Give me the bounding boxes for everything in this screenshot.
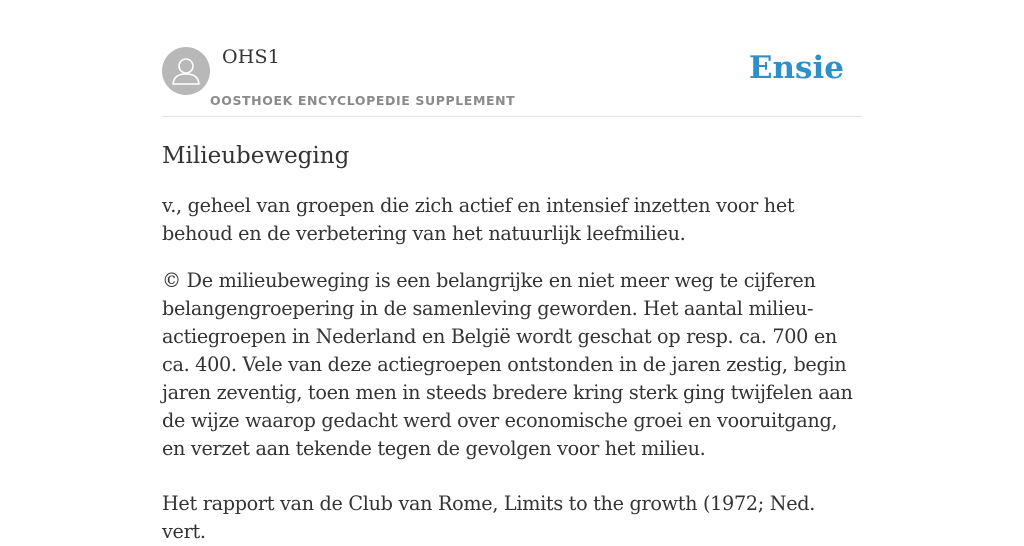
user-icon[interactable] — [162, 47, 210, 95]
source-name[interactable]: OOSTHOEK ENCYCLOPEDIE SUPPLEMENT — [210, 93, 516, 108]
article-paragraph: © De milieubeweging is een belangrijke en niet meer weg te cijferen belangengroepering in de samenleving geworden. Het aantal milieuactiegroepen in Nederland en België wordt geschat op resp. ca. 700 en ca. 400. Vele van deze actiegroepen ontstonden in de jaren zestig, begin jaren zeventig, toen men in steeds bredere kring sterk ging twijfelen aan de wijze waarop gedacht werd over economische groei en vooruitgang, en verzet aan tekende tegen de gevolgen voor het milieu. — [162, 269, 853, 460]
source-code: OHS1 — [222, 46, 281, 68]
page — [162, 0, 862, 546]
article-body — [162, 192, 862, 546]
definition-paragraph: v., geheel van groepen die zich actief en intensief inzetten voor het behoud en de verbetering van het natuurlijk leefmilieu. — [162, 194, 795, 245]
user-avatar-graphic — [162, 47, 210, 95]
article-paragraph: Het rapport van de Club van Rome, Limits to the growth (1972; Ned. vert. — [162, 492, 816, 543]
ensie-logo[interactable]: Ensie — [748, 50, 844, 86]
article-title: Milieubeweging — [162, 143, 350, 169]
header — [162, 0, 862, 117]
